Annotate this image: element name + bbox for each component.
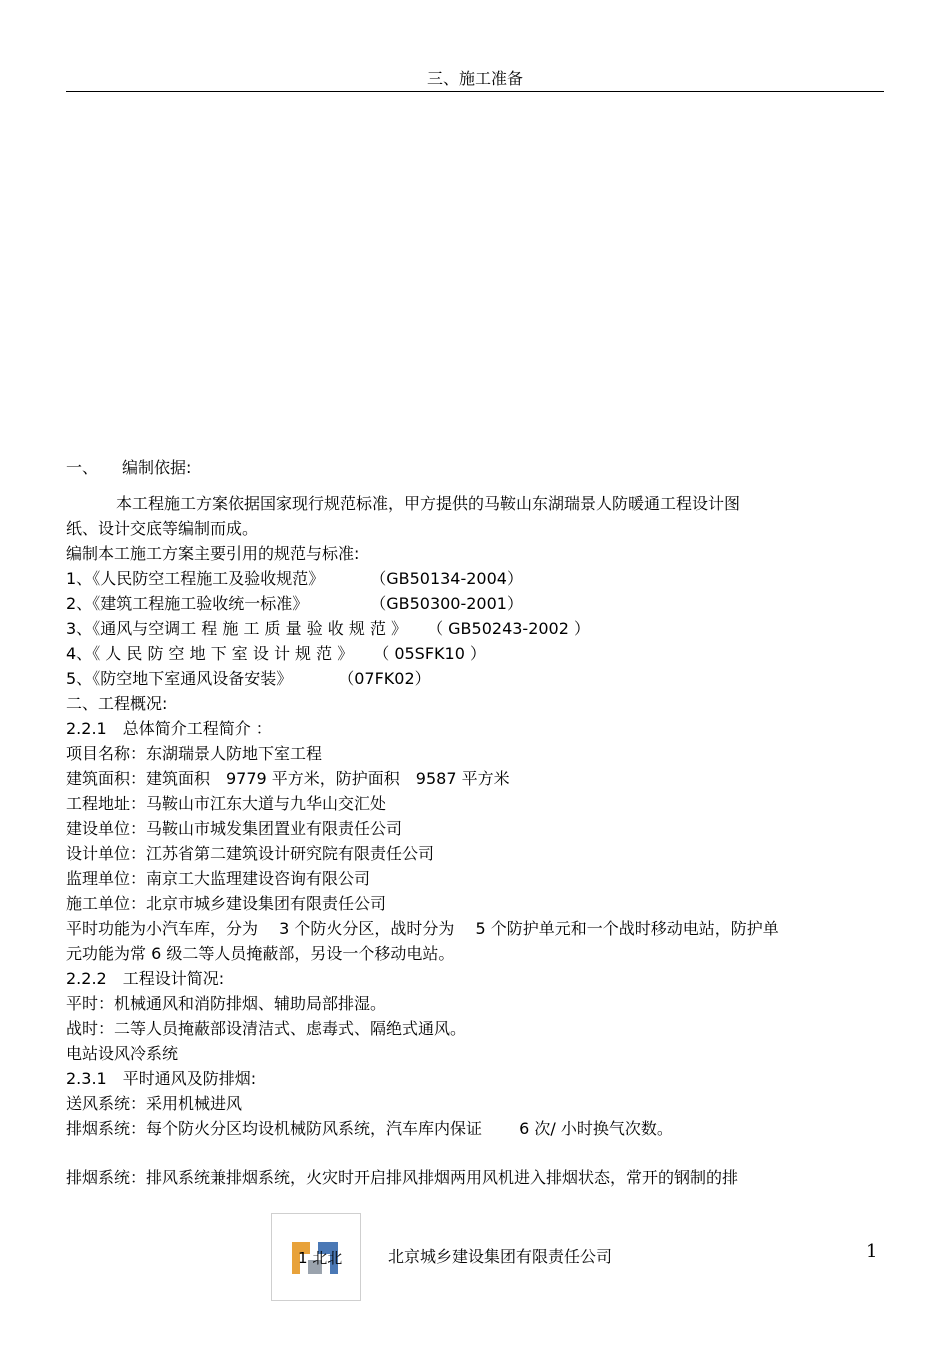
header-rule [66,91,884,92]
page-number: 1 [866,1241,878,1262]
project-info-item: 建筑面积：建筑面积 9779 平方米，防护面积 9587 平方米 [66,769,510,788]
project-info-item: 建设单位：马鞍山市城发集团置业有限责任公司 [66,819,403,838]
logo-text: 1 北北 [298,1249,343,1267]
page-header-title: 三、施工准备 [426,69,523,88]
paragraph: 送风系统：采用机械进风 [66,1094,243,1113]
project-info-item: 施工单位：北京市城乡建设集团有限责任公司 [66,894,387,913]
section-heading: 二、工程概况: [66,694,168,713]
subsection-heading: 2.2.2 工程设计简况: [66,969,225,988]
footer-company-name: 北京城乡建设集团有限责任公司 [388,1247,613,1266]
project-info-item: 设计单位：江苏省第二建筑设计研究院有限责任公司 [66,844,435,863]
paragraph: 电站设风冷系统 [66,1044,179,1063]
paragraph: 排烟系统：排风系统兼排烟系统，火灾时开启排风排烟两用风机进入排烟状态，常开的钢制的排 [66,1168,739,1187]
paragraph: 战时：二等人员掩蔽部设清洁式、虑毒式、隔绝式通风。 [66,1019,467,1038]
paragraph: 元功能为常 6 级二等人员掩蔽部，另设一个移动电站。 [66,944,455,963]
section-heading: 一、 编制依据: [66,458,192,477]
project-info-item: 工程地址：马鞍山市江东大道与九华山交汇处 [66,794,387,813]
reference-item: 5、《防空地下室通风设备安装》 （07FK02） [66,669,431,688]
reference-item: 4、《 人 民 防 空 地 下 室 设 计 规 范 》 （ 05SFK10 ） [66,644,486,663]
project-info-item: 监理单位：南京工大监理建设咨询有限公司 [66,869,371,888]
paragraph: 纸、设计交底等编制而成。 [66,519,259,538]
company-logo [271,1213,361,1301]
project-info-item: 项目名称：东湖瑞景人防地下室工程 [66,744,323,763]
reference-item: 1、《人民防空工程施工及验收规范》 （GB50134-2004） [66,569,523,588]
paragraph: 排烟系统：每个防火分区均设机械防风系统，汽车库内保证 6 次/ 小时换气次数。 [66,1119,673,1138]
paragraph: 平时功能为小汽车库，分为 3 个防火分区，战时分为 5 个防护单元和一个战时移动电站，防护单 [66,919,779,938]
paragraph: 本工程施工方案依据国家现行规范标准，甲方提供的马鞍山东湖瑞景人防暖通工程设计图 [116,494,741,513]
subsection-heading: 2.3.1 平时通风及防排烟: [66,1069,257,1088]
reference-item: 3、《通风与空调工 程 施 工 质 量 验 收 规 范 》 （ GB50243-2002 ） [66,619,591,638]
refs-intro: 编制本工施工方案主要引用的规范与标准: [66,544,360,563]
paragraph: 平时：机械通风和消防排烟、辅助局部排湿。 [66,994,387,1013]
subsection-heading: 2.2.1 总体简介工程简介 ： [66,719,272,738]
section-basis [66,455,886,1190]
reference-item: 2、《建筑工程施工验收统一标准》 （GB50300-2001） [66,594,523,613]
